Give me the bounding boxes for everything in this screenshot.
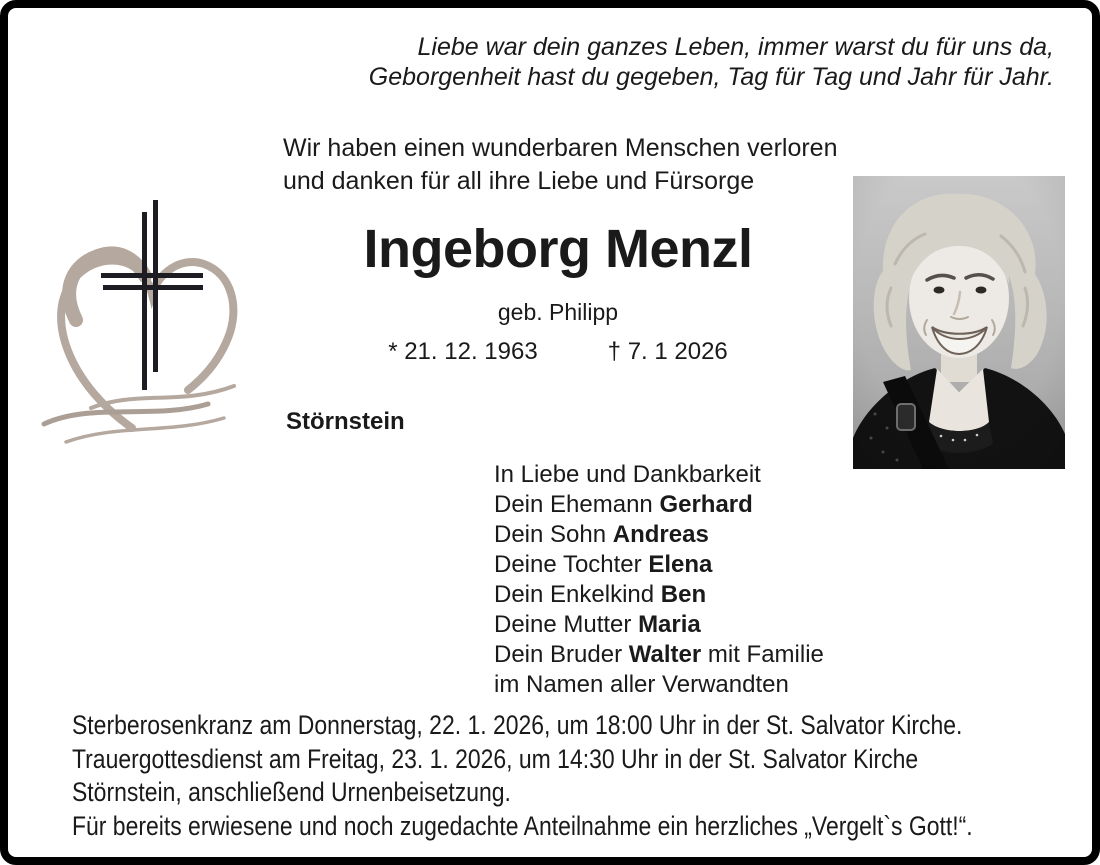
mourners-list: [494, 460, 824, 700]
announcement-line-2: Trauergottesdienst am Freitag, 23. 1. 2026, um 14:30 Uhr in der St. Salvator Kirche: [72, 743, 919, 774]
announcement-line-3: Störnstein, anschließend Urnenbeisetzung.: [72, 777, 511, 807]
funeral-announcements: [72, 709, 1100, 843]
mourner-line: Dein Bruder Walter mit Familie: [494, 641, 824, 668]
portrait-photo: [853, 176, 1065, 469]
memorial-quote-line-2: Geborgenheit hast du gegeben, Tag für Tag und Jahr für Jahr.: [368, 63, 1054, 91]
maiden-name: geb. Philipp: [497, 299, 619, 325]
deceased-name: Ingeborg Menzl: [363, 219, 753, 279]
mourners-intro: In Liebe und Dankbarkeit: [494, 461, 761, 488]
memorial-quote: [369, 32, 1054, 92]
announcement-line-4: Für bereits erwiesene und noch zugedachte Anteilnahme ein herzliches „Vergelt`s Gott!“.: [72, 810, 973, 841]
death-date: † 7. 1 2026: [607, 338, 728, 365]
place-name: Störnstein: [286, 408, 405, 435]
heart-cross-waves-icon: [36, 180, 246, 452]
intro-text: [283, 132, 838, 198]
mourner-line: Dein Ehemann Gerhard: [494, 491, 753, 518]
mourner-name: Gerhard: [659, 491, 753, 518]
memorial-quote-line-1: Liebe war dein ganzes Leben, immer warst du für uns da,: [417, 33, 1054, 61]
mourner-line: Deine Mutter Maria: [494, 611, 701, 638]
mourner-line: Deine Tochter Elena: [494, 551, 713, 578]
mourner-name: Maria: [638, 611, 701, 638]
mourner-name: Ben: [660, 581, 707, 608]
mourners-closing: im Namen aller Verwandten: [494, 671, 789, 698]
intro-line-2: und danken für all ihre Liebe und Fürsorge: [283, 167, 755, 195]
mourner-name: Walter: [628, 641, 702, 668]
mourner-line: Dein Sohn Andreas: [494, 521, 709, 548]
birth-date: * 21. 12. 1963: [388, 338, 538, 365]
intro-line-1: Wir haben einen wunderbaren Menschen verloren: [283, 134, 838, 162]
mourner-name: Andreas: [612, 521, 709, 548]
mourner-line: Dein Enkelkind Ben: [494, 581, 707, 608]
life-dates: [306, 338, 810, 366]
announcement-line-1: Sterberosenkranz am Donnerstag, 22. 1. 2026, um 18:00 Uhr in der St. Salvator Kirche.: [72, 710, 963, 740]
mourner-name: Elena: [648, 551, 713, 578]
